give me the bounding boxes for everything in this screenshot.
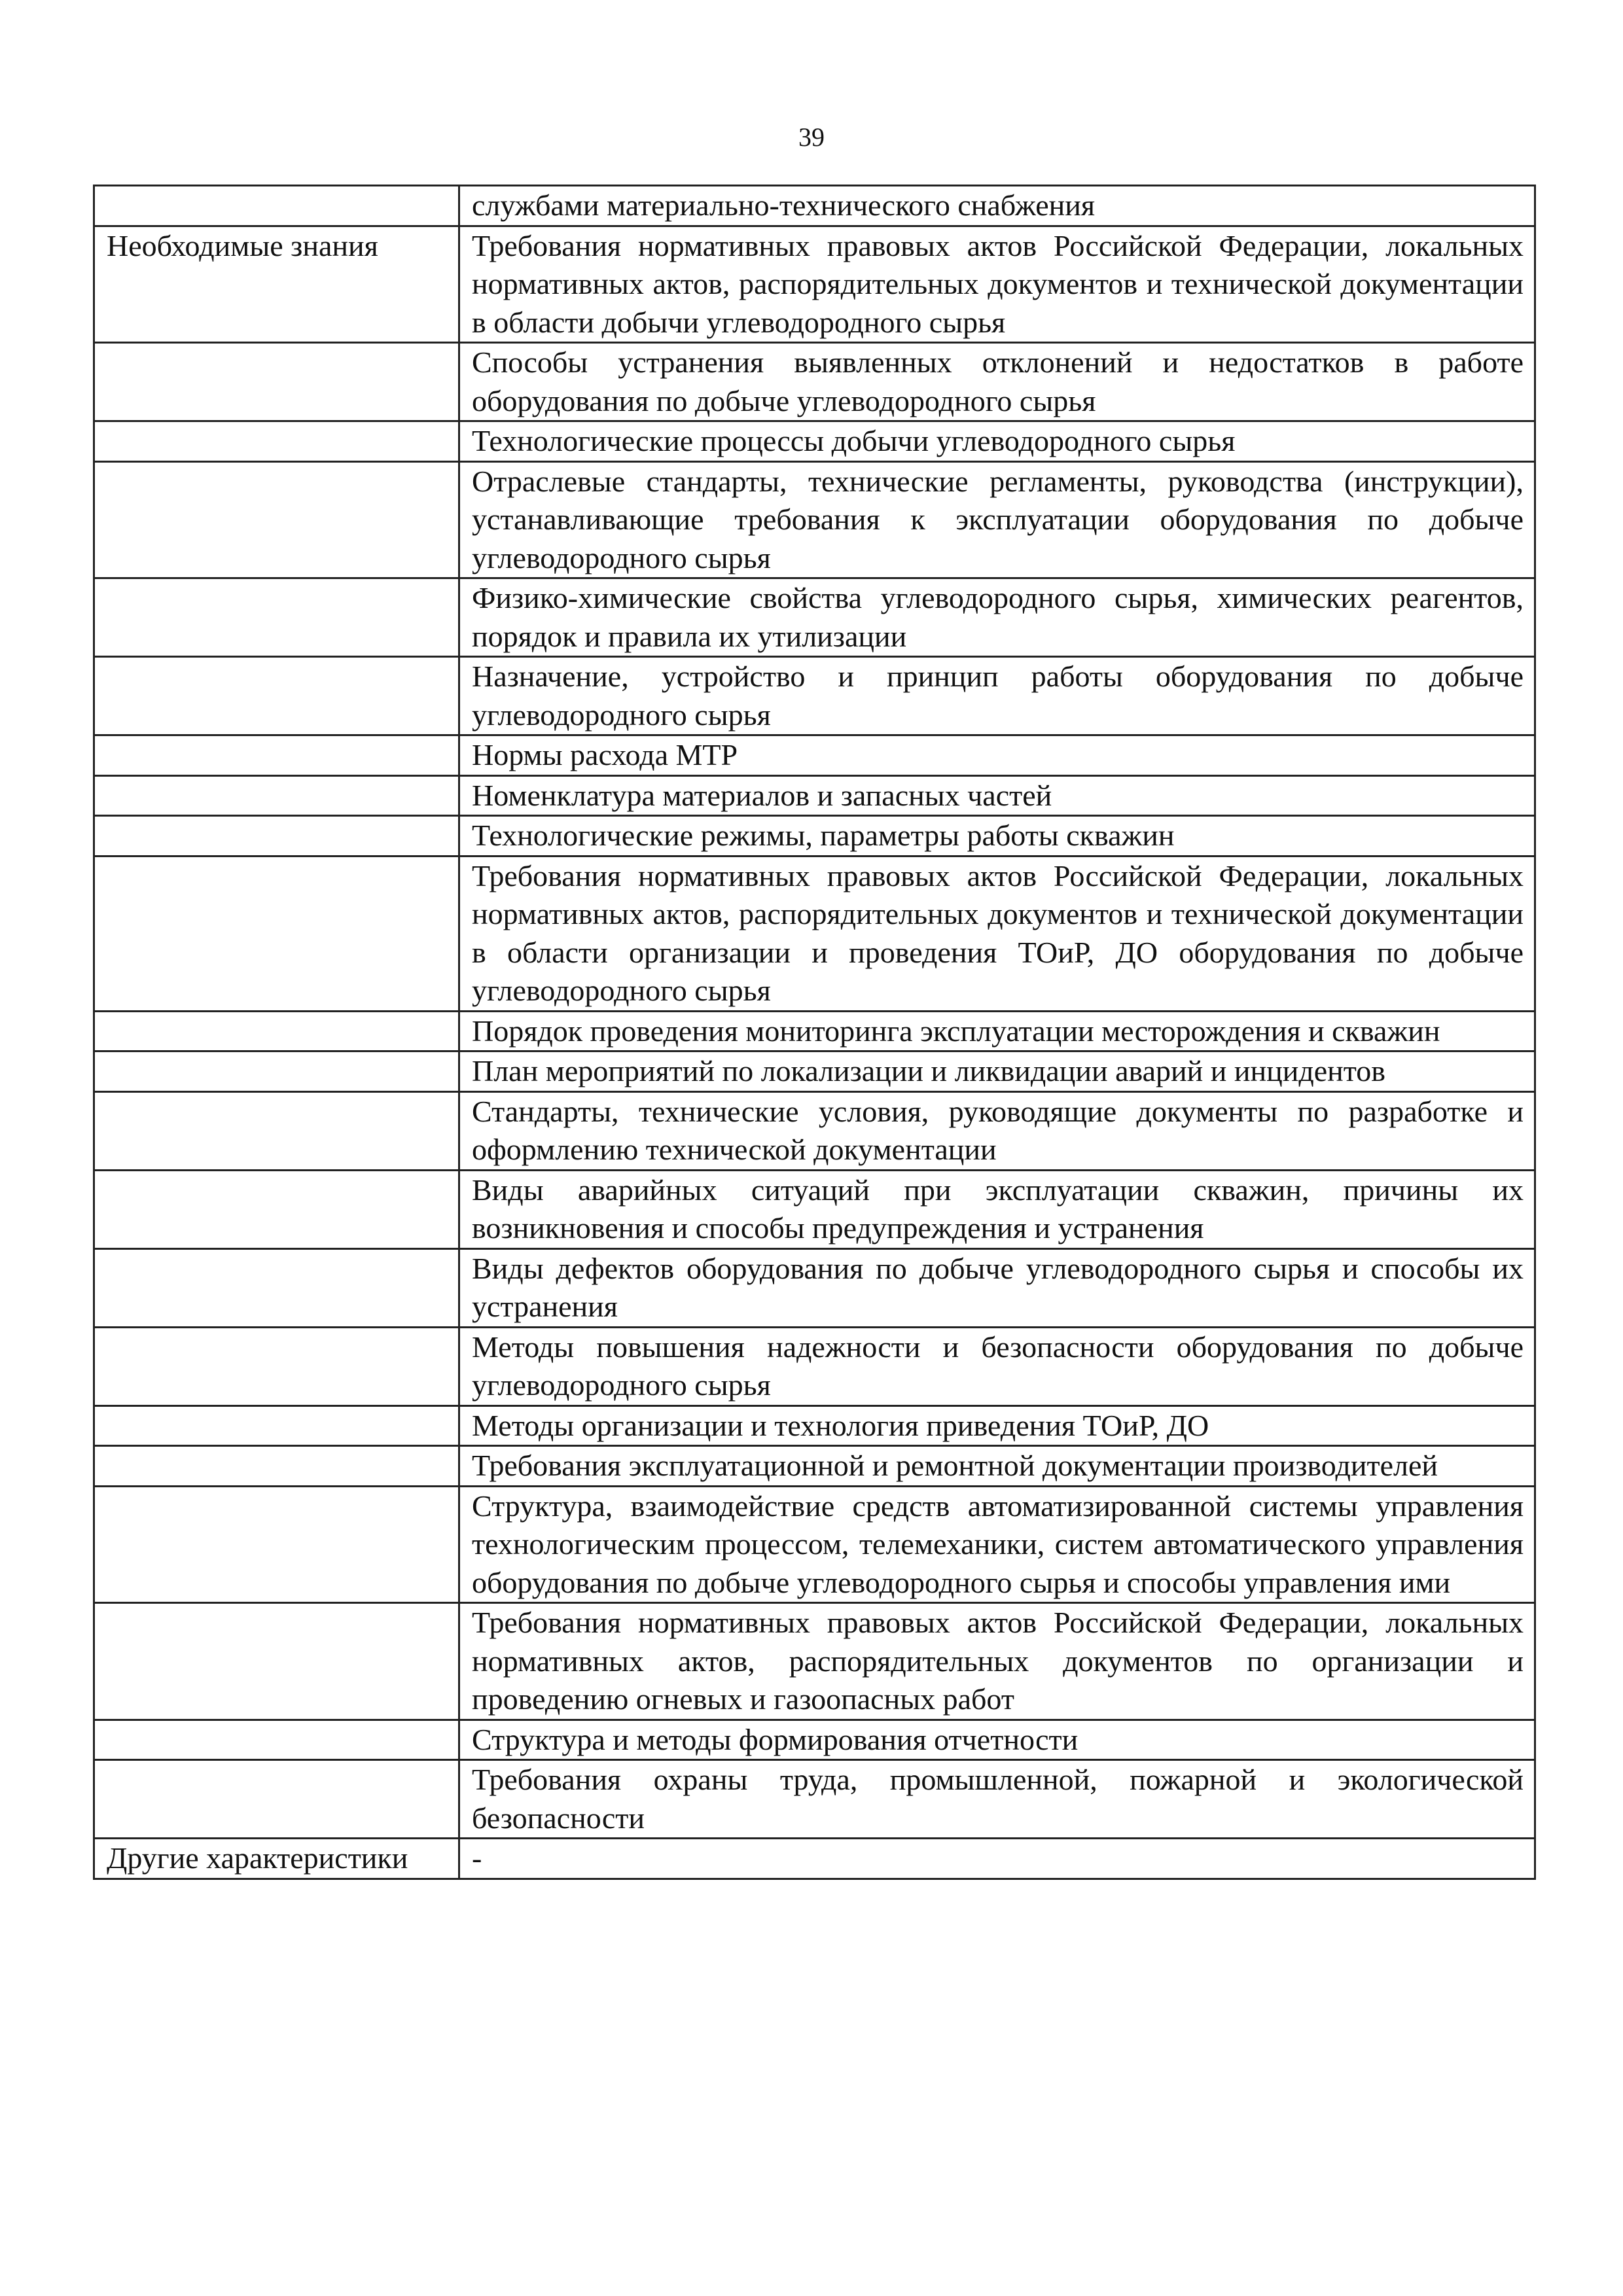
row-text: Структура, взаимодействие средств автоматизированной системы управления технологическим процессом, телемеханики, систем автоматического управления оборудования по добыче углеводородного сырья и способы управления ими — [459, 1486, 1535, 1603]
table-row — [94, 1091, 1535, 1170]
row-text: Требования охраны труда, промышленной, пожарной и экологической безопасности — [459, 1760, 1535, 1839]
row-label — [94, 578, 459, 657]
row-text: Методы организации и технология приведения ТОиР, ДО — [459, 1405, 1535, 1446]
row-text: Порядок проведения мониторинга эксплуатации месторождения и скважин — [459, 1011, 1535, 1051]
table-row — [94, 1603, 1535, 1720]
table-row — [94, 1327, 1535, 1405]
row-label — [94, 1760, 459, 1839]
row-text: Требования эксплуатационной и ремонтной документации производителей — [459, 1446, 1535, 1487]
row-text: Требования нормативных правовых актов Российской Федерации, локальных нормативных актов, распорядительных документов по организации и проведению огневых и газоопасных работ — [459, 1603, 1535, 1720]
table-row — [94, 1720, 1535, 1760]
table-row — [94, 1051, 1535, 1092]
row-label — [94, 1720, 459, 1760]
row-text: Требования нормативных правовых актов Российской Федерации, локальных нормативных актов, распорядительных документов и технической документации в области организации и проведения ТОиР, ДО оборудования по добыче углеводородного сырья — [459, 856, 1535, 1011]
row-label — [94, 1405, 459, 1446]
table-row — [94, 421, 1535, 462]
row-text: Структура и методы формирования отчетности — [459, 1720, 1535, 1760]
row-text: службами материально-технического снабжения — [459, 186, 1535, 226]
table-row — [94, 657, 1535, 735]
table-row — [94, 1405, 1535, 1446]
table-row — [94, 735, 1535, 776]
table-row — [94, 1839, 1535, 1879]
row-label — [94, 186, 459, 226]
table-row — [94, 1170, 1535, 1248]
table-row — [94, 856, 1535, 1011]
table-row — [94, 461, 1535, 578]
row-label — [94, 816, 459, 857]
page-number: 39 — [798, 122, 825, 152]
row-text: Требования нормативных правовых актов Российской Федерации, локальных нормативных актов, распорядительных документов и технической документации в области добычи углеводородного сырья — [459, 226, 1535, 343]
row-text: Методы повышения надежности и безопасности оборудования по добыче углеводородного сырья — [459, 1327, 1535, 1405]
table-row — [94, 1011, 1535, 1051]
row-text: Технологические режимы, параметры работы скважин — [459, 816, 1535, 857]
row-label — [94, 775, 459, 816]
row-label-required-knowledge: Необходимые знания — [94, 226, 459, 343]
table-row — [94, 578, 1535, 657]
row-text: Виды аварийных ситуаций при эксплуатации скважин, причины их возникновения и способы предупреждения и устранения — [459, 1170, 1535, 1248]
row-text: Назначение, устройство и принцип работы оборудования по добыче углеводородного сырья — [459, 657, 1535, 735]
row-text: Номенклатура материалов и запасных частей — [459, 775, 1535, 816]
table-row — [94, 186, 1535, 226]
row-text: - — [459, 1839, 1535, 1879]
row-text: Отраслевые стандарты, технические регламенты, руководства (инструкции), устанавливающие требования к эксплуатации оборудования по добыче углеводородного сырья — [459, 461, 1535, 578]
table-row — [94, 1446, 1535, 1487]
row-label — [94, 461, 459, 578]
row-label — [94, 735, 459, 776]
row-text: Нормы расхода МТР — [459, 735, 1535, 776]
row-label — [94, 1603, 459, 1720]
row-label — [94, 1327, 459, 1405]
row-text: Виды дефектов оборудования по добыче углеводородного сырья и способы их устранения — [459, 1248, 1535, 1327]
table-row — [94, 1760, 1535, 1839]
row-text: План мероприятий по локализации и ликвидации аварий и инцидентов — [459, 1051, 1535, 1092]
row-text: Способы устранения выявленных отклонений и недостатков в работе оборудования по добыче углеводородного сырья — [459, 343, 1535, 421]
row-label — [94, 1091, 459, 1170]
row-label — [94, 657, 459, 735]
table-row — [94, 775, 1535, 816]
table-row — [94, 343, 1535, 421]
table-row — [94, 1248, 1535, 1327]
row-label — [94, 1486, 459, 1603]
row-label — [94, 1248, 459, 1327]
table-row — [94, 1486, 1535, 1603]
row-label — [94, 1051, 459, 1092]
table-row — [94, 816, 1535, 857]
row-label — [94, 343, 459, 421]
row-label — [94, 1446, 459, 1487]
requirements-table — [93, 185, 1536, 1880]
row-text: Технологические процессы добычи углеводородного сырья — [459, 421, 1535, 462]
row-label — [94, 1011, 459, 1051]
row-label — [94, 856, 459, 1011]
table-row — [94, 226, 1535, 343]
row-label — [94, 1170, 459, 1248]
row-label — [94, 421, 459, 462]
row-label-other-characteristics: Другие характеристики — [94, 1839, 459, 1879]
row-text: Физико-химические свойства углеводородного сырья, химических реагентов, порядок и правила их утилизации — [459, 578, 1535, 657]
row-text: Стандарты, технические условия, руководящие документы по разработке и оформлению технической документации — [459, 1091, 1535, 1170]
